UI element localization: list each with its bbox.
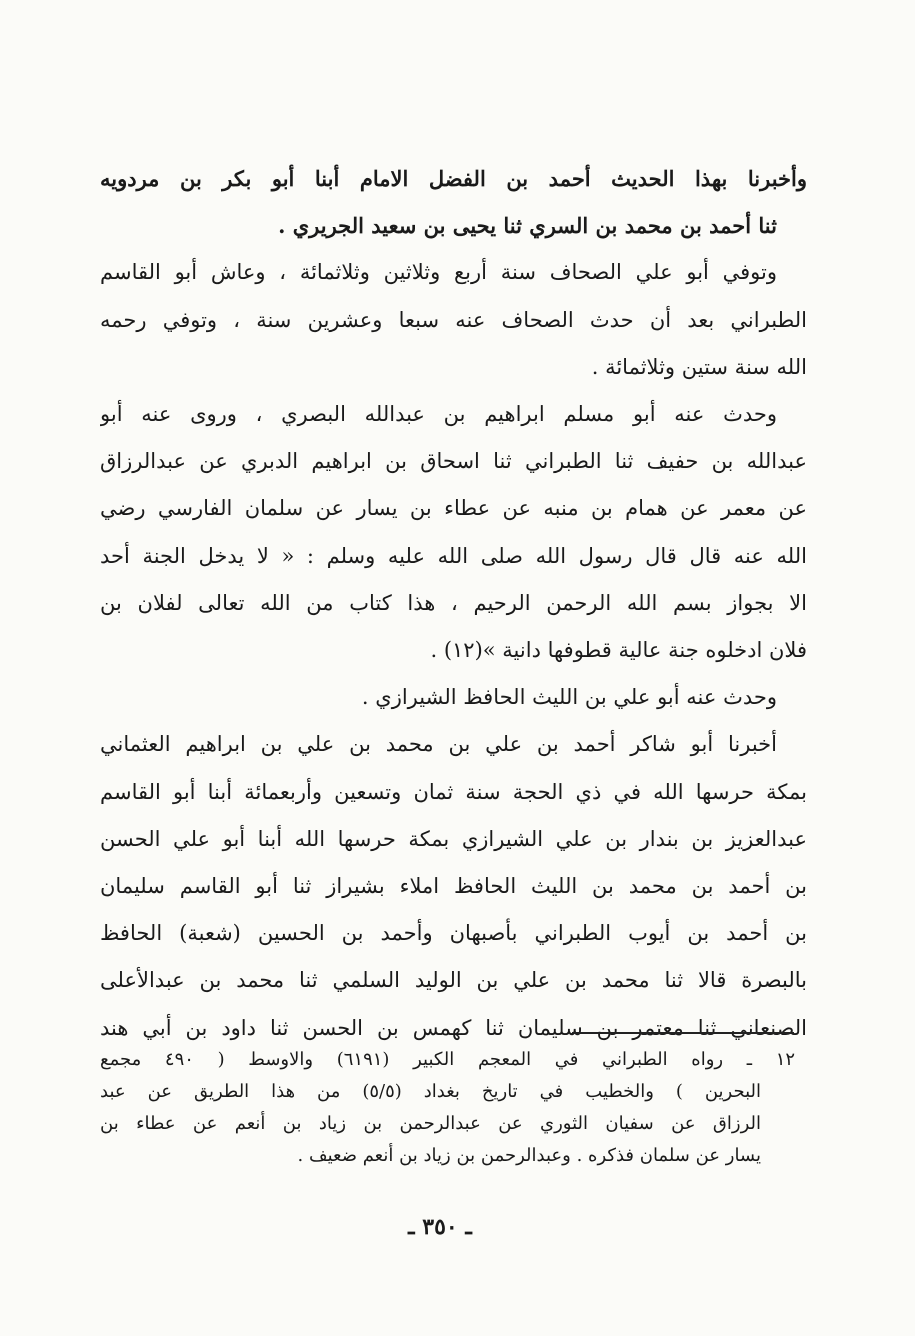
text-line: الا بجواز بسم الله الرحمن الرحيم ، هذا كتاب من الله تعالى لفلان بن <box>100 590 807 615</box>
footnote-separator <box>572 1032 794 1034</box>
footnote-line: البحرين ) والخطيب في تاريخ بغداد (٥/٥) من هذا الطريق عن عبد <box>100 1081 762 1102</box>
text-line: أخبرنا أبو شاكر أحمد بن علي بن محمد بن علي بن ابراهيم العثماني <box>100 732 777 757</box>
text-line: الله سنة ستين وثلاثمائة . <box>591 354 807 379</box>
text-line: وتوفي أبو علي الصحاف سنة أربع وثلاثين وثلاثمائة ، وعاش أبو القاسم <box>100 260 777 285</box>
footnote-line: الرزاق عن سفيان الثوري عن عبدالرحمن بن زياد بن أنعم عن عطاء بن <box>100 1113 761 1134</box>
footnote-line: يسار عن سلمان فذكره . وعبدالرحمن بن زياد بن أنعم ضعيف . <box>297 1145 761 1166</box>
text-line: عن معمر عن همام بن منبه عن عطاء بن يسار عن سلمان الفارسي رضي <box>100 496 807 521</box>
text-line: ثنا أحمد بن محمد بن السري ثنا يحيى بن سعيد الجريري . <box>278 213 777 239</box>
text-line: وحدث عنه أبو علي بن الليث الحافظ الشيرازي . <box>361 685 777 710</box>
footnotes <box>100 1044 795 1172</box>
main-text <box>100 155 807 1052</box>
text-line: فلان ادخلوه جنة عالية قطوفها دانية »(١٢) . <box>430 638 807 663</box>
text-line: بن أحمد بن محمد بن الليث الحافظ املاء بشيراز ثنا أبو القاسم سليمان <box>100 874 807 899</box>
text-line: بن أحمد بن أيوب الطبراني بأصبهان وأحمد بن الحسين (شعبة) الحافظ <box>100 921 807 946</box>
footnote-line: ١٢ ـ رواه الطبراني في المعجم الكبير (٦١٩١) والاوسط ( ٤٩٠ مجمع <box>100 1049 795 1070</box>
text-line: عبدالعزيز بن بندار بن علي الشيرازي بمكة حرسها الله أبنا أبو علي الحسن <box>100 826 807 851</box>
text-line: وأخبرنا بهذا الحديث أحمد بن الفضل الامام أبنا أبو بكر بن مردويه <box>100 166 807 191</box>
text-line: الله عنه قال قال رسول الله صلى الله عليه وسلم : « لا يدخل الجنة أحد <box>100 543 807 568</box>
text-line: الطبراني بعد أن حدث الصحاف عنه سبعا وعشرين سنة ، وتوفي رحمه <box>100 307 807 332</box>
text-line: عبدالله بن حفيف ثنا الطبراني ثنا اسحاق بن ابراهيم الدبري عن عبدالرزاق <box>100 449 807 474</box>
text-line: بالبصرة قالا ثنا محمد بن علي بن الوليد السلمي ثنا محمد بن عبدالأعلى <box>100 968 807 993</box>
text-line: وحدث عنه أبو مسلم ابراهيم بن عبدالله البصري ، وروى عنه أبو <box>100 402 777 427</box>
page-number: ـ ٣٥٠ ـ <box>408 1214 472 1240</box>
text-line: بمكة حرسها الله في ذي الحجة سنة ثمان وتسعين وأربعمائة أبنا أبو القاسم <box>100 779 807 804</box>
text-line: الصنعاني ثنا معتمر بن سليمان ثنا كهمس بن الحسن ثنا داود بن أبي هند <box>100 1015 807 1040</box>
